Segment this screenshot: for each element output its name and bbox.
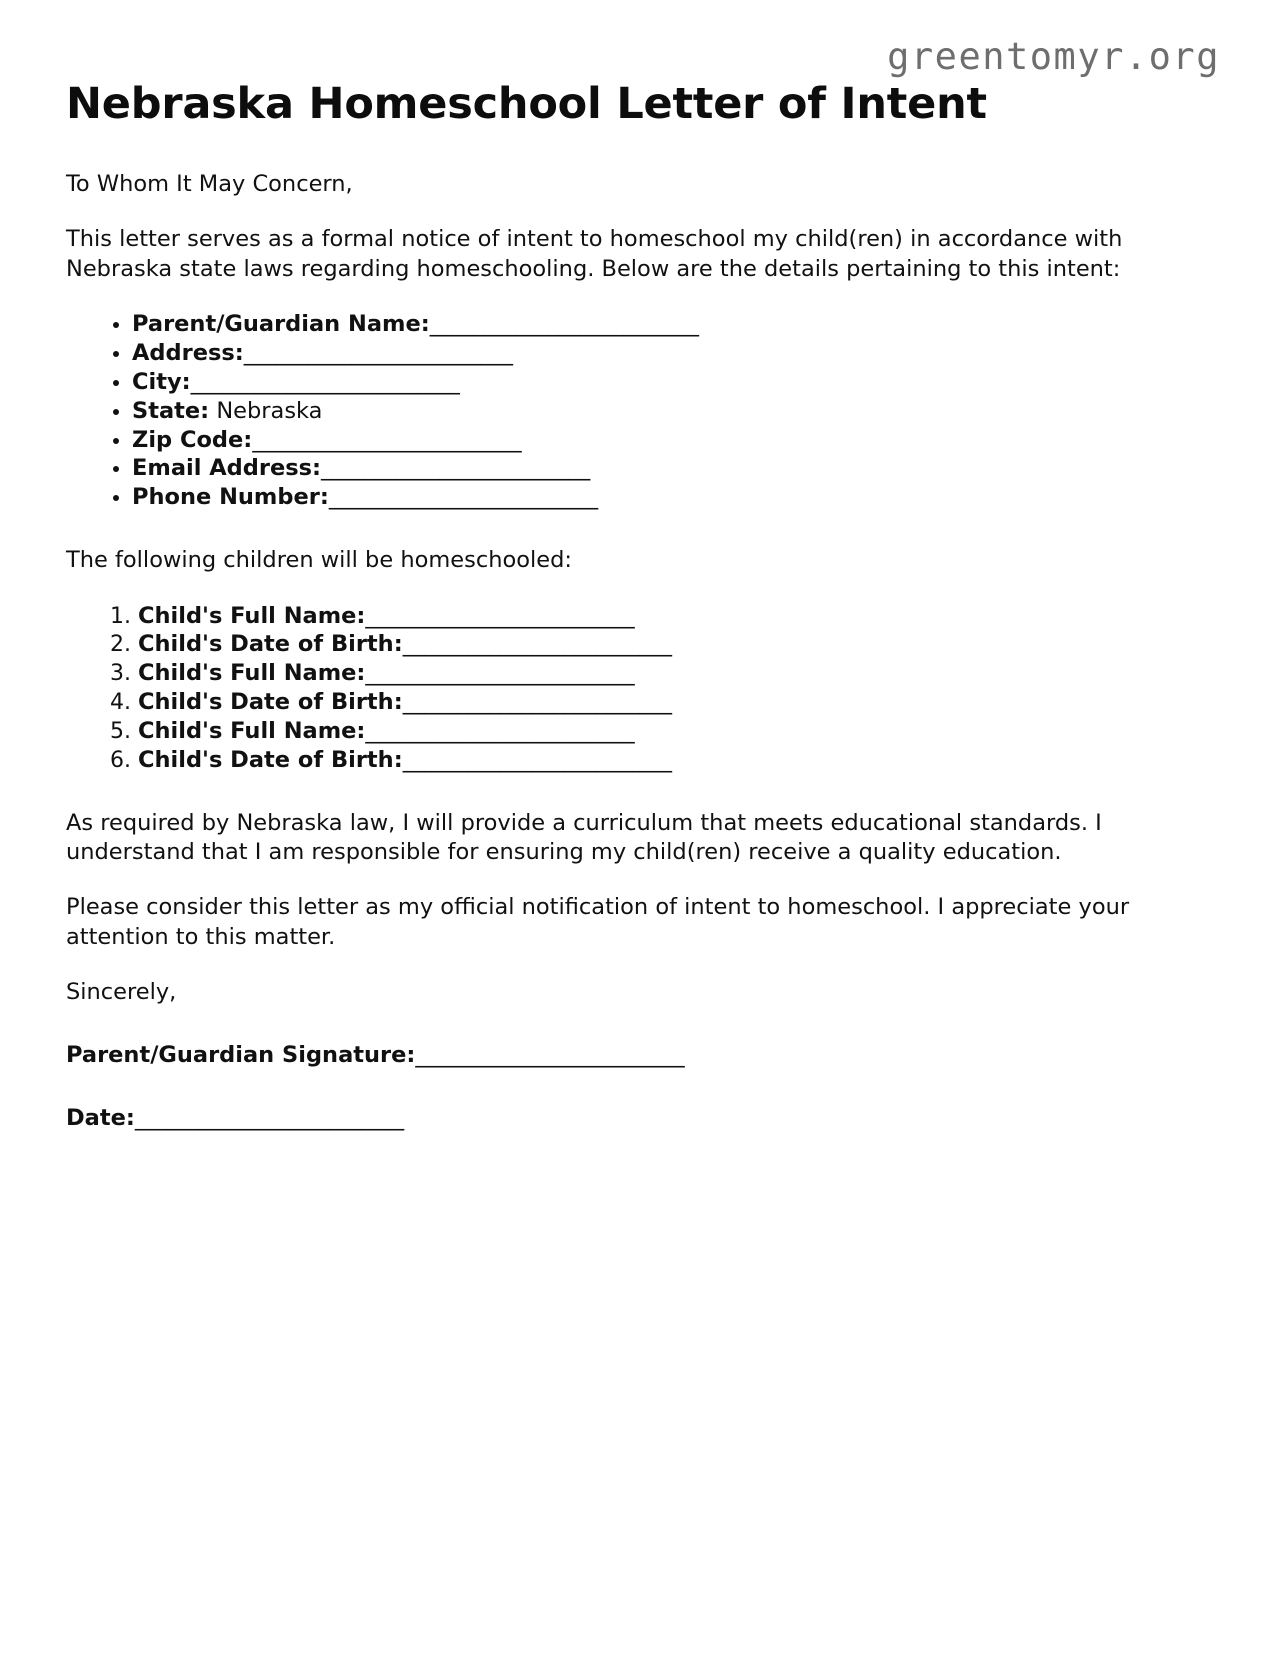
date-line bbox=[66, 1104, 1216, 1133]
list-item bbox=[138, 746, 1216, 775]
field-label: Email Address: bbox=[132, 455, 322, 482]
field-label: Child's Date of Birth: bbox=[138, 631, 403, 658]
signature-label: Parent/Guardian Signature: bbox=[66, 1042, 416, 1069]
list-item bbox=[132, 397, 1216, 426]
fill-in-blank[interactable]: _________________________ bbox=[365, 660, 635, 687]
spacer bbox=[66, 952, 1216, 978]
intro-paragraph: This letter serves as a formal notice of intent to homeschool my child(ren) in accordance with Nebraska state laws regarding homeschooling. Below are the details pertaining to this intent: bbox=[66, 226, 1123, 282]
fill-in-blank[interactable]: _________________________ bbox=[365, 602, 635, 629]
fill-in-blank[interactable]: _________________________ bbox=[190, 368, 460, 395]
page-title: Nebraska Homeschool Letter of Intent bbox=[66, 79, 987, 129]
field-label: Zip Code: bbox=[132, 426, 253, 453]
list-item bbox=[132, 310, 1216, 339]
signature-blank[interactable]: _________________________ bbox=[415, 1042, 685, 1069]
spacer bbox=[66, 867, 1216, 893]
site-watermark: greentomyr.org bbox=[887, 35, 1220, 78]
field-label: Child's Date of Birth: bbox=[138, 747, 403, 774]
spacer bbox=[66, 284, 1216, 310]
list-item bbox=[132, 426, 1216, 455]
date-blank[interactable]: _________________________ bbox=[134, 1105, 404, 1132]
field-label: City: bbox=[132, 368, 191, 395]
list-item bbox=[138, 659, 1216, 688]
field-label: Child's Full Name: bbox=[138, 718, 366, 745]
list-item bbox=[132, 454, 1216, 483]
fill-in-blank[interactable]: _________________________ bbox=[243, 339, 513, 366]
list-item bbox=[138, 602, 1216, 631]
field-label: Child's Date of Birth: bbox=[138, 689, 403, 716]
closing-paragraph-1: As required by Nebraska law, I will provide a curriculum that meets educational standards. I understand that I am responsible for ensuring my child(ren) receive a quality education. bbox=[66, 809, 1102, 866]
fill-in-blank[interactable]: _________________________ bbox=[429, 310, 699, 337]
list-item bbox=[138, 688, 1216, 717]
closing-paragraph-2: Please consider this letter as my official notification of intent to homeschool. I appreciate your attention to this matter. bbox=[66, 894, 1130, 950]
spacer bbox=[66, 199, 1216, 225]
list-item bbox=[138, 630, 1216, 659]
salutation: To Whom It May Concern, bbox=[66, 171, 353, 198]
children-intro: The following children will be homeschooled: bbox=[66, 547, 572, 574]
parent-details-list bbox=[66, 310, 1216, 512]
spacer bbox=[66, 512, 1216, 546]
field-label: Child's Full Name: bbox=[138, 660, 366, 687]
field-label: Phone Number: bbox=[132, 484, 329, 511]
list-item bbox=[132, 368, 1216, 397]
sign-off: Sincerely, bbox=[66, 978, 177, 1005]
fill-in-blank[interactable]: _________________________ bbox=[328, 484, 598, 511]
spacer bbox=[66, 1070, 1216, 1104]
list-item bbox=[132, 483, 1216, 512]
spacer bbox=[66, 576, 1216, 602]
fill-in-blank[interactable]: _________________________ bbox=[402, 747, 672, 774]
field-label: Child's Full Name: bbox=[138, 602, 366, 629]
date-label: Date: bbox=[66, 1105, 135, 1132]
fill-in-blank[interactable]: _________________________ bbox=[402, 689, 672, 716]
fill-in-blank[interactable]: _________________________ bbox=[402, 631, 672, 658]
fill-in-blank[interactable]: _________________________ bbox=[252, 426, 522, 453]
field-value: Nebraska bbox=[216, 397, 323, 424]
list-item bbox=[132, 339, 1216, 368]
list-item bbox=[138, 717, 1216, 746]
spacer bbox=[66, 128, 1216, 170]
fill-in-blank[interactable]: _________________________ bbox=[365, 718, 635, 745]
spacer bbox=[66, 775, 1216, 809]
field-label: Parent/Guardian Name: bbox=[132, 310, 430, 337]
signature-line bbox=[66, 1041, 1216, 1070]
fill-in-blank[interactable]: _________________________ bbox=[321, 455, 590, 482]
field-label: State: bbox=[132, 397, 210, 424]
field-label: Address: bbox=[132, 339, 244, 366]
children-details-list bbox=[66, 602, 1216, 775]
spacer bbox=[66, 1007, 1216, 1041]
